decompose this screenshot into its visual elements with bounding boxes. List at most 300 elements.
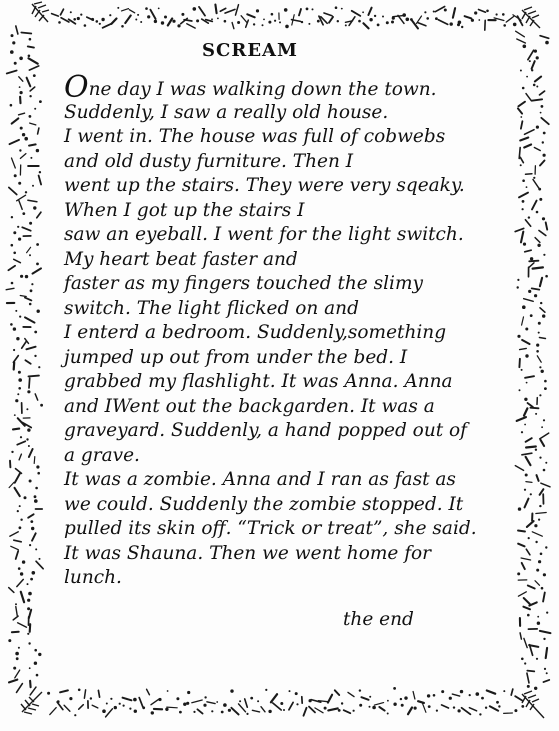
border-dot bbox=[444, 9, 447, 12]
border-dot bbox=[14, 174, 17, 177]
border-dot bbox=[39, 100, 42, 103]
border-dot bbox=[101, 18, 104, 21]
border-dot bbox=[158, 7, 160, 9]
border-leaf bbox=[511, 689, 513, 695]
border-dot bbox=[377, 24, 380, 27]
border-leaf bbox=[22, 227, 30, 230]
border-dot bbox=[36, 465, 39, 468]
border-dot bbox=[538, 332, 540, 334]
border-dot bbox=[534, 294, 537, 297]
border-dot bbox=[137, 14, 139, 16]
border-dot bbox=[295, 692, 298, 695]
border-dot bbox=[358, 20, 361, 23]
border-dot bbox=[106, 703, 108, 705]
border-dot bbox=[536, 56, 539, 59]
border-dot bbox=[11, 451, 13, 453]
border-leaf bbox=[540, 91, 545, 95]
border-dot bbox=[540, 302, 542, 304]
border-dot bbox=[78, 689, 81, 692]
border-dot bbox=[461, 26, 463, 28]
story-line-10: switch. The light flicked on and bbox=[64, 297, 359, 319]
border-dot bbox=[13, 667, 16, 670]
border-dot bbox=[147, 15, 150, 18]
border-leaf bbox=[9, 588, 14, 593]
border-dot bbox=[187, 691, 190, 694]
border-dot bbox=[324, 707, 327, 710]
border-dot bbox=[28, 642, 30, 644]
border-dot bbox=[359, 704, 362, 707]
border-dot bbox=[530, 493, 532, 495]
border-leaf bbox=[540, 308, 545, 312]
border-dot bbox=[546, 612, 548, 614]
border-dot bbox=[369, 696, 371, 698]
border-dot bbox=[536, 569, 539, 572]
border-dot bbox=[449, 697, 452, 700]
border-dot bbox=[427, 694, 430, 697]
border-dot bbox=[458, 21, 462, 25]
border-dot bbox=[520, 70, 522, 72]
border-dot bbox=[353, 710, 355, 712]
border-dot bbox=[32, 571, 36, 575]
border-dot bbox=[337, 20, 339, 22]
border-leaf bbox=[438, 20, 447, 25]
border-dot bbox=[382, 16, 384, 18]
border-dot bbox=[524, 424, 526, 426]
border-dot bbox=[543, 469, 546, 472]
border-leaf bbox=[14, 259, 21, 262]
border-dot bbox=[526, 382, 528, 384]
border-dot bbox=[34, 499, 38, 503]
border-leaf bbox=[540, 338, 546, 339]
border-leaf bbox=[543, 593, 545, 602]
border-leaf bbox=[84, 690, 85, 698]
border-dot bbox=[223, 703, 227, 707]
border-leaf bbox=[33, 268, 42, 273]
border-dot bbox=[19, 149, 21, 151]
border-dot bbox=[70, 11, 72, 13]
border-leaf bbox=[335, 690, 339, 695]
border-dot bbox=[503, 24, 506, 27]
border-dot bbox=[250, 697, 253, 700]
border-dot bbox=[308, 23, 310, 25]
border-leaf bbox=[487, 691, 495, 694]
border-leaf bbox=[61, 9, 64, 15]
border-leaf bbox=[526, 549, 530, 555]
border-dot bbox=[17, 393, 19, 395]
border-dot bbox=[534, 524, 537, 527]
border-leaf bbox=[14, 540, 21, 542]
border-leaf bbox=[469, 708, 476, 711]
border-dot bbox=[541, 426, 543, 428]
border-leaf bbox=[17, 579, 24, 586]
border-dot bbox=[474, 11, 477, 14]
border-dot bbox=[543, 254, 545, 256]
border-dot bbox=[404, 696, 407, 699]
story-line-19: pulled its skin off. “Trick or treat”, she said. bbox=[64, 518, 477, 539]
border-dot bbox=[17, 226, 19, 228]
border-leaf bbox=[526, 457, 531, 465]
border-leaf bbox=[25, 360, 30, 364]
border-leaf bbox=[197, 709, 202, 713]
border-dot bbox=[374, 15, 376, 17]
border-dot bbox=[181, 13, 184, 16]
border-leaf bbox=[525, 130, 535, 135]
border-dot bbox=[34, 331, 37, 334]
border-dot bbox=[541, 587, 544, 590]
drop-cap: O bbox=[64, 70, 89, 105]
border-leaf bbox=[225, 9, 235, 13]
border-dot bbox=[34, 662, 37, 665]
story-line-8: My heart beat faster and bbox=[64, 248, 298, 270]
border-dot bbox=[11, 34, 14, 37]
border-dot bbox=[134, 710, 137, 713]
border-dot bbox=[14, 62, 17, 65]
border-dot bbox=[121, 25, 124, 28]
border-dot bbox=[393, 687, 396, 690]
border-leaf bbox=[12, 118, 19, 123]
border-leaf bbox=[304, 708, 307, 716]
border-dot bbox=[545, 546, 547, 548]
border-dot bbox=[545, 275, 548, 278]
story-line-11: I enterd a bedroom. Suddenly,something bbox=[64, 322, 447, 343]
border-dot bbox=[524, 662, 526, 664]
border-dot bbox=[26, 408, 28, 410]
border-dot bbox=[17, 510, 19, 512]
border-dot bbox=[29, 480, 32, 483]
border-dot bbox=[27, 390, 30, 393]
border-dot bbox=[38, 366, 40, 368]
border-dot bbox=[393, 703, 396, 706]
border-dot bbox=[530, 257, 533, 260]
border-dot bbox=[543, 132, 546, 135]
border-dot bbox=[16, 657, 19, 660]
border-dot bbox=[110, 698, 112, 700]
border-dot bbox=[27, 607, 30, 610]
border-leaf bbox=[374, 703, 383, 706]
border-leaf bbox=[527, 673, 529, 683]
border-dot bbox=[338, 709, 341, 712]
border-leaf bbox=[479, 10, 486, 13]
border-dot bbox=[15, 399, 18, 402]
border-leaf bbox=[524, 638, 527, 647]
border-leaf bbox=[528, 50, 534, 59]
border-dot bbox=[529, 60, 531, 62]
border-dot bbox=[179, 711, 182, 714]
border-leaf bbox=[37, 212, 41, 218]
border-leaf bbox=[328, 695, 332, 703]
border-dot bbox=[15, 603, 17, 605]
border-leaf bbox=[123, 698, 132, 701]
story-line-5: went up the stairs. They were very sqeaky. bbox=[64, 175, 465, 196]
border-dot bbox=[341, 702, 343, 704]
border-dot bbox=[33, 74, 36, 77]
border-leaf bbox=[25, 298, 32, 301]
border-dot bbox=[283, 709, 285, 711]
border-leaf bbox=[532, 61, 535, 69]
border-dot bbox=[441, 690, 444, 693]
border-dot bbox=[535, 413, 537, 415]
border-dot bbox=[526, 76, 528, 78]
border-leaf bbox=[348, 692, 354, 696]
border-leaf bbox=[525, 376, 534, 378]
border-leaf bbox=[29, 378, 30, 388]
border-dot bbox=[25, 275, 28, 278]
border-dot bbox=[253, 23, 255, 25]
border-dot bbox=[142, 706, 145, 709]
border-dot bbox=[239, 700, 241, 702]
border-dot bbox=[224, 20, 227, 23]
border-dot bbox=[301, 21, 303, 23]
border-leaf bbox=[453, 8, 455, 18]
border-dot bbox=[537, 622, 540, 625]
border-dot bbox=[534, 687, 537, 690]
border-dot bbox=[11, 244, 14, 247]
border-dot bbox=[38, 653, 41, 656]
border-dot bbox=[183, 703, 186, 706]
border-dot bbox=[450, 22, 453, 25]
border-dot bbox=[36, 674, 39, 677]
border-leaf bbox=[61, 18, 69, 22]
border-dot bbox=[453, 706, 455, 708]
border-dot bbox=[542, 314, 545, 317]
border-dot bbox=[19, 526, 22, 529]
border-leaf bbox=[21, 33, 31, 34]
border-dot bbox=[20, 275, 23, 278]
border-dot bbox=[268, 21, 271, 24]
border-leaf bbox=[525, 250, 532, 252]
border-leaf bbox=[6, 288, 14, 289]
border-dot bbox=[18, 371, 21, 374]
border-leaf bbox=[537, 475, 539, 481]
border-dot bbox=[263, 19, 265, 21]
border-dot bbox=[401, 704, 404, 707]
border-dot bbox=[13, 327, 16, 330]
border-leaf bbox=[532, 99, 542, 100]
border-dot bbox=[13, 349, 15, 351]
border-leaf bbox=[261, 707, 265, 712]
border-dot bbox=[99, 23, 101, 25]
border-leaf bbox=[36, 561, 43, 568]
border-dot bbox=[18, 182, 21, 185]
border-dot bbox=[536, 658, 538, 660]
border-dot bbox=[18, 387, 21, 390]
border-dot bbox=[537, 244, 540, 247]
border-dot bbox=[539, 366, 541, 368]
border-leaf bbox=[526, 447, 536, 448]
border-dot bbox=[280, 702, 283, 705]
border-dot bbox=[221, 711, 224, 714]
border-dot bbox=[525, 328, 528, 331]
border-leaf bbox=[29, 144, 35, 145]
border-dot bbox=[312, 8, 314, 10]
border-leaf bbox=[19, 113, 25, 115]
border-dot bbox=[158, 698, 161, 701]
border-dot bbox=[203, 704, 206, 707]
border-dot bbox=[502, 13, 505, 16]
border-dot bbox=[91, 18, 94, 21]
border-dot bbox=[523, 45, 527, 49]
border-dot bbox=[496, 13, 498, 15]
border-dot bbox=[31, 527, 34, 530]
border-dot bbox=[129, 708, 131, 710]
border-dot bbox=[284, 8, 288, 12]
border-dot bbox=[77, 17, 80, 20]
border-leaf bbox=[543, 680, 549, 682]
border-leaf bbox=[35, 394, 38, 400]
border-leaf bbox=[452, 694, 459, 696]
border-leaf bbox=[19, 201, 22, 210]
border-dot bbox=[400, 698, 402, 700]
border-dot bbox=[177, 24, 180, 27]
border-dot bbox=[69, 697, 72, 700]
border-leaf bbox=[537, 356, 541, 362]
border-dot bbox=[11, 282, 14, 285]
border-dot bbox=[32, 185, 34, 187]
border-leaf bbox=[368, 8, 371, 15]
border-leaf bbox=[418, 701, 424, 703]
border-dot bbox=[8, 639, 11, 642]
border-dot bbox=[285, 25, 289, 29]
border-dot bbox=[18, 378, 22, 382]
border-leaf bbox=[215, 5, 216, 14]
border-leaf bbox=[187, 24, 195, 28]
border-dot bbox=[35, 487, 38, 490]
border-dot bbox=[73, 18, 76, 21]
border-dot bbox=[369, 18, 372, 21]
border-dot bbox=[257, 700, 259, 702]
border-leaf bbox=[541, 118, 549, 124]
border-leaf bbox=[315, 708, 323, 713]
border-dot bbox=[372, 706, 376, 710]
border-dot bbox=[114, 706, 117, 709]
border-leaf bbox=[535, 581, 540, 586]
border-leaf bbox=[151, 699, 159, 705]
border-dot bbox=[546, 672, 548, 674]
border-dot bbox=[109, 14, 111, 16]
border-leaf bbox=[92, 705, 98, 708]
story-line-17: It was a zombie. Anna and I ran as fast as bbox=[64, 469, 456, 490]
border-leaf bbox=[13, 356, 18, 363]
border-leaf bbox=[525, 220, 530, 227]
border-dot bbox=[167, 690, 169, 692]
border-dot bbox=[535, 541, 537, 543]
border-dot bbox=[27, 599, 30, 602]
border-dot bbox=[542, 217, 545, 220]
border-dot bbox=[533, 177, 535, 179]
border-leaf bbox=[168, 19, 172, 26]
border-dot bbox=[172, 20, 175, 23]
border-dot bbox=[406, 18, 410, 22]
border-leaf bbox=[13, 429, 19, 430]
border-leaf bbox=[526, 174, 532, 175]
border-dot bbox=[542, 141, 544, 143]
border-leaf bbox=[9, 188, 17, 195]
border-dot bbox=[35, 548, 37, 550]
border-leaf bbox=[540, 36, 549, 39]
border-dot bbox=[513, 23, 517, 27]
border-leaf bbox=[9, 482, 14, 487]
border-dot bbox=[102, 709, 106, 713]
border-leaf bbox=[79, 705, 84, 710]
border-leaf bbox=[546, 648, 547, 658]
border-dot bbox=[479, 713, 481, 715]
border-dot bbox=[29, 95, 31, 97]
border-dot bbox=[536, 344, 539, 347]
border-dot bbox=[433, 11, 435, 13]
border-leaf bbox=[9, 680, 17, 683]
border-leaf bbox=[15, 488, 20, 496]
border-dot bbox=[543, 154, 546, 157]
border-leaf bbox=[525, 499, 529, 508]
border-leaf bbox=[533, 180, 539, 189]
border-dot bbox=[362, 11, 364, 13]
border-dot bbox=[30, 157, 32, 159]
border-dot bbox=[74, 714, 76, 716]
border-leaf bbox=[408, 708, 412, 715]
border-dot bbox=[541, 370, 544, 373]
border-dot bbox=[545, 462, 547, 464]
border-dot bbox=[527, 614, 530, 617]
border-leaf bbox=[17, 195, 26, 201]
border-leaf bbox=[30, 624, 31, 632]
border-dot bbox=[524, 489, 526, 491]
story-line-16: a grave. bbox=[64, 444, 140, 466]
border-dot bbox=[539, 505, 541, 507]
border-leaf bbox=[27, 78, 31, 87]
border-dot bbox=[145, 7, 148, 10]
border-dot bbox=[543, 573, 546, 576]
border-dot bbox=[268, 710, 271, 713]
border-dot bbox=[536, 211, 539, 214]
border-leaf bbox=[241, 16, 247, 23]
border-leaf bbox=[532, 532, 542, 536]
border-leaf bbox=[535, 238, 540, 243]
border-dot bbox=[31, 283, 33, 285]
border-leaf bbox=[524, 145, 531, 148]
border-dot bbox=[18, 647, 20, 649]
border-dot bbox=[20, 519, 22, 521]
border-dot bbox=[165, 708, 168, 711]
border-leaf bbox=[398, 15, 404, 23]
story-line-1-text: ne day I was walking down the town. bbox=[88, 79, 437, 100]
border-dot bbox=[533, 84, 536, 87]
border-dot bbox=[119, 703, 121, 705]
border-leaf bbox=[527, 521, 534, 527]
border-dot bbox=[36, 243, 39, 246]
border-dot bbox=[538, 560, 541, 563]
border-leaf bbox=[29, 66, 39, 70]
border-dot bbox=[47, 692, 50, 695]
story-line-2: Suddenly, I saw a really old house. bbox=[64, 101, 389, 123]
border-leaf bbox=[490, 706, 498, 710]
border-leaf bbox=[18, 623, 27, 627]
border-leaf bbox=[530, 408, 538, 409]
border-dot bbox=[528, 216, 530, 218]
border-dot bbox=[84, 24, 87, 27]
border-dot bbox=[541, 105, 544, 108]
border-dot bbox=[486, 10, 489, 13]
border-dot bbox=[525, 354, 528, 357]
border-leaf bbox=[147, 689, 150, 694]
border-dot bbox=[436, 710, 438, 712]
border-leaf bbox=[526, 94, 531, 101]
border-dot bbox=[22, 212, 25, 215]
border-leaf bbox=[20, 296, 26, 297]
story-line-3: I went in. The house was full of cobwebs bbox=[64, 126, 446, 147]
border-leaf bbox=[465, 16, 472, 18]
border-dot bbox=[36, 149, 39, 152]
border-dot bbox=[19, 316, 21, 318]
